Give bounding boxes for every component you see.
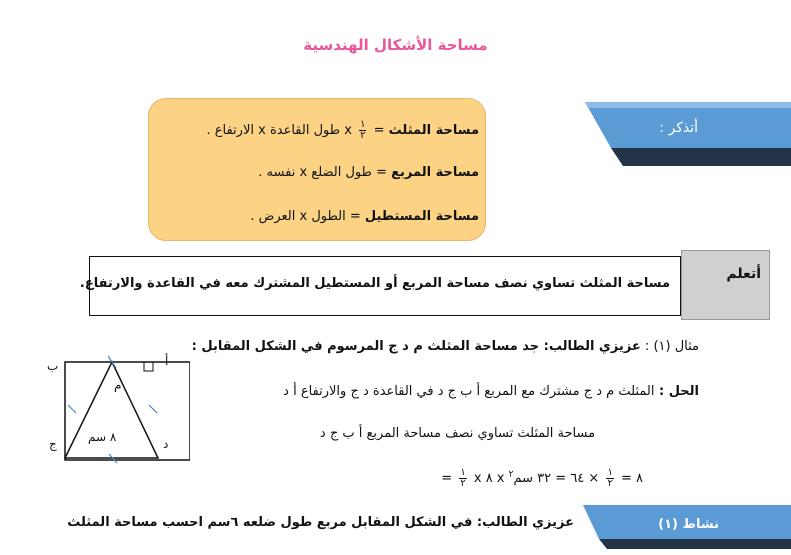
remember-banner: [585, 102, 791, 172]
vertex-d-label: د: [163, 437, 169, 451]
activity-label: نشاط (١): [658, 517, 719, 532]
solution-label: الحل :: [654, 384, 699, 399]
formula-rectangle: مساحة المستطيل = الطول x العرض .: [250, 209, 479, 224]
formula-triangle: مساحة المثلث = $\frac{١}{٢}$ x طول القاعدة x الارتفاع .: [206, 119, 479, 141]
formula-triangle-term: مساحة المثلث: [388, 123, 479, 138]
example-label: مثال (١) :: [640, 339, 699, 354]
remember-label: أتذكر :: [659, 120, 698, 136]
calculation-line: = $\frac{١}{٢}$ x ٨ x ٨ = $\frac{١}{٢}$ × ٦٤ = ٣٢ سم$^٢$: [441, 467, 643, 489]
solution-line: [283, 384, 699, 399]
formula-square-term: مساحة المربع: [391, 165, 479, 180]
equal-side-tick: [149, 405, 157, 413]
vertex-a-label: أ: [165, 354, 169, 368]
equal-side-tick: [68, 405, 76, 413]
fraction-half: $\frac{١}{٢}$: [607, 467, 613, 489]
fraction-half: $\frac{١}{٢}$: [460, 467, 466, 489]
learn-text: مساحة المثلث تساوي نصف مساحة المربع أو المستطيل المشترك معه في القاعدة والارتفاع.: [79, 276, 670, 291]
example-line: [192, 339, 699, 354]
right-angle-mark: [144, 362, 153, 371]
page-title: مساحة الأشكال الهندسية: [303, 36, 488, 54]
fraction-half: $\frac{١}{٢}$: [360, 119, 366, 141]
learn-label: أتعلم: [726, 266, 761, 282]
formula-square: مساحة المربع = طول الضلع x نفسه .: [258, 165, 479, 180]
formula-rectangle-term: مساحة المستطيل: [364, 209, 479, 224]
vertex-b-label: ب: [47, 359, 59, 373]
square-abcd: [65, 362, 190, 460]
learn-tab: [681, 250, 770, 320]
solution-text: المثلث م د ج مشترك مع المربع أ ب ج د في القاعدة د ج والارتفاع أ د: [283, 384, 655, 399]
base-length-label: ٨ سم: [88, 430, 117, 444]
activity-text: عزيزي الطالب: في الشكل المقابل مربع طول ضلعه ٦سم احسب مساحة المثلث: [67, 515, 574, 530]
area-statement: مساحة المثلث تساوي نصف مساحة المربع أ ب ج د: [319, 426, 596, 441]
vertex-c-label: ج: [49, 437, 57, 451]
example-text: عزيزي الطالب: جد مساحة المثلث م د ج المرسوم في الشكل المقابل :: [191, 339, 641, 354]
vertex-m-label: م: [114, 378, 122, 392]
